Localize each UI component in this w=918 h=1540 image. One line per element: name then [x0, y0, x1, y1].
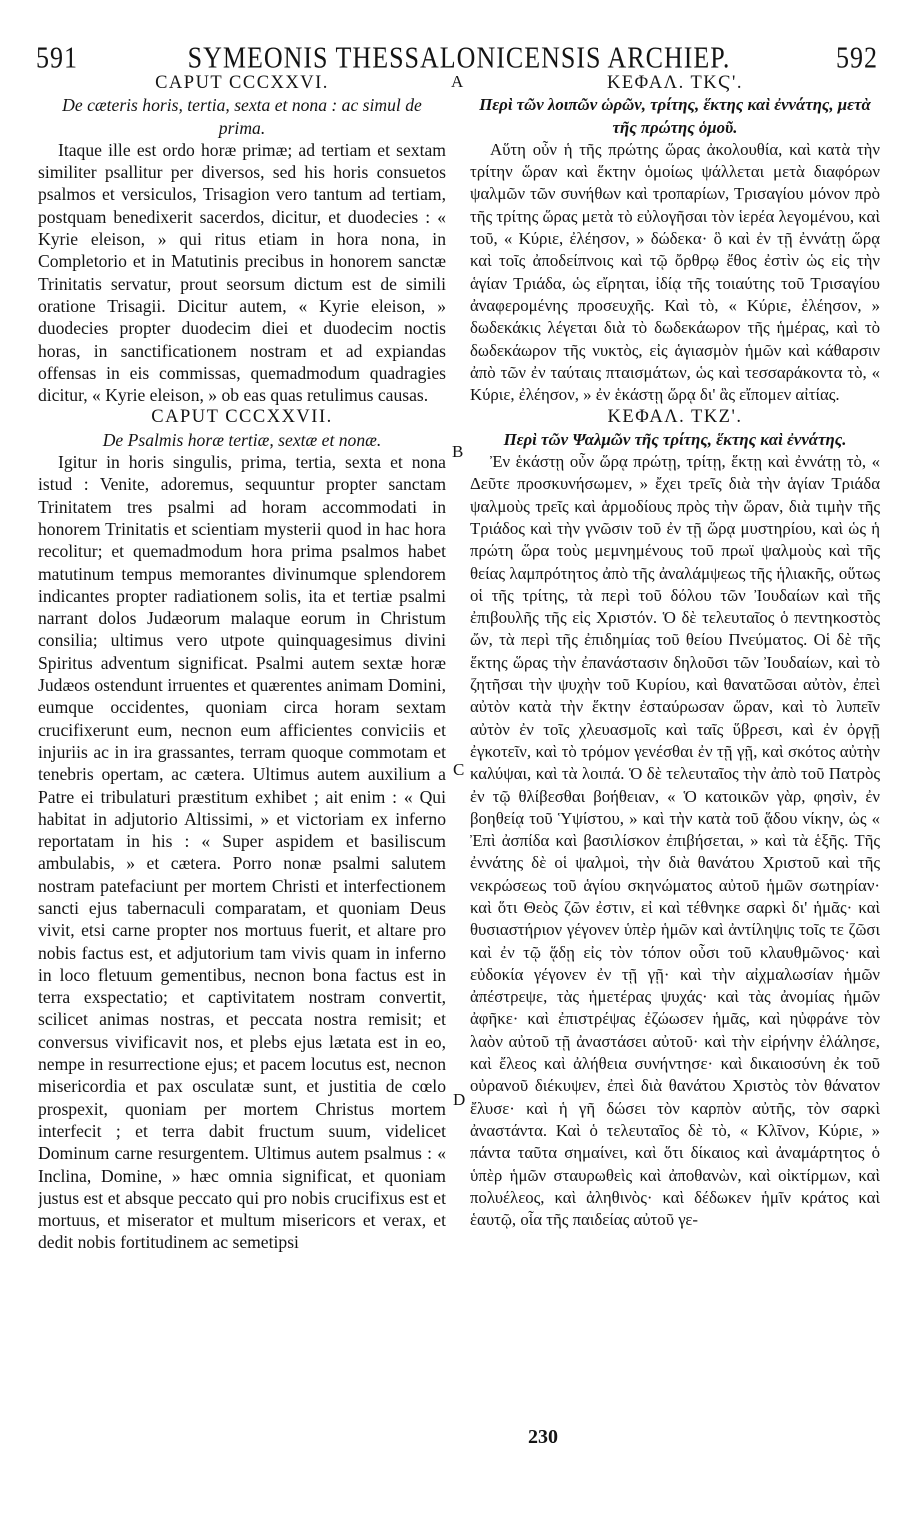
latin-chapter-body: Igitur in horis singulis, prima, tertia, sexta et nona istud : Venite, adoremus, sequuntur propter sanctam Trinitatem tres psalmi ad horam accommodati in honorem Trinitatis et scientiam mysterii quod in hac hora recolitur; et quemadmodum hora prima psalmos habet matutinum tempus memorantes divinumque splendorem indicantes propter radiationem solis, ita et tertiæ psalmi narrant dolos Judæorum malaque eorum in Christum consilia; ultimus vero utpote quinquagesimus divini Spiritus adventum significat. Psalmi autem sextæ horæ Judæos ostendunt irruentes et quærentes animam Domini, eumque occidentes, quoniam circa horam sextam crucifixerunt eum, necnon eum afficientes conviciis et injuriis ac in ira grassantes, terram quoque commotam et tenebris opertam, ac cætera. Ultimus autem auxilium a Patre ei tribulaturi præstitum exhibet ; ait enim : « Qui habitat in adjutorio Altissimi, » et victoriam ex inferno reportatam in his : « Super aspidem et basiliscum ambulabis, » et cætera. Porro nonæ psalmi salutem nostram patefaciunt per mortem Christi et interfectionem sancti ejus tabernaculi comparatam, et quoniam Deus vivit, etsi carne propter nos mortuus fuerit, et altare pro nobis factus est, et adjutorium tam vivis quam in inferno in loco fletuum gementibus, necnon bona factus est in terra exspectatio; et captivitatem nostram convertit, scilicet animas nostras, et peccata nostra remisit; et conversus vivificavit nos, et plebs ejus lætata est in eo, nempe in resurrectione ejus; et pacem locutus est, necnon misericordia et pax osculatæ sunt, et justitia de cœlo prospexit, quoniam per mortem Christus mortem interfecit ; et terra dabit fructum suum, videlicet Dominum carne resurgentem. Ultimus autem psalmus : « Inclina, Domine, » hæc omnia significat, et quoniam justus est et absque peccato qui pro nobis crucifixus est et mortuus, et miserator et multum misericors et verax, et dedit nobis fortitudinem ac semetipsi: [38, 452, 446, 1253]
latin-chapter-327: [38, 406, 446, 1253]
greek-chapter-326: [470, 72, 880, 406]
latin-chapter-subtitle: De Psalmis horæ tertiæ, sextæ et nonæ.: [102, 429, 382, 450]
latin-chapter-title: CAPUT CCCXXVII.: [151, 407, 333, 428]
page-header: [0, 38, 918, 75]
latin-chapter-subtitle: De cæteris horis, tertia, sexta et nona : ac simul de prima.: [62, 95, 422, 138]
page-number-right: 592: [836, 40, 878, 75]
greek-chapter-body: Αὕτη οὖν ἡ τῆς πρώτης ὥρας ἀκολουθία, καὶ κατὰ τὴν τρίτην ὥραν καὶ ἕκτην ὁμοίως ψάλλεται μετὰ διαφόρων ψαλμῶν τῶν συνήθων καὶ τροπαρίων, Τρισαγίου μόνον πρὸ τῆς τρίτης ὥρας μετὰ τὸ εὐλογῆσαι τὸν ἱερέα λεγομένου, καὶ τοῦ, « Κύριε, ἐλέησον, » δώδεκα· ὃ καὶ ἐν τῇ ἐννάτῃ ὥρᾳ καὶ τοῖς ἀποδείπνοις καὶ τῷ ὄρθρῳ ἔθος ἐστὶν ὡς εἰς τὴν ἁγίαν Τριάδα, ὡς εἴρηται, ἰδίᾳ τῆς τοιαύτης τοῦ Τρισαγίου ἀναφερομένης προσευχῆς. Καὶ τὸ, « Κύριε, ἐλέησον, » δωδεκάκις λέγεται διὰ τὸ δωδεκάωρον τῆς ἡμέρας, καὶ τὸ δωδεκάωρον τῆς νυκτὸς, εἰς ἁγιασμὸν ἡμῶν καὶ κάθαρσιν ἀπὸ τῶν ἐν ταύταις πταισμάτων, ὡς καὶ τεσσαράκοντα τὸ, « Κύριε, ἐλέησον, » ἐν ἑκάστῃ ὥρᾳ δι' ἃς εἴπομεν αἰτίας.: [470, 139, 880, 405]
greek-chapter-body: Ἐν ἑκάστῃ οὖν ὥρᾳ πρώτῃ, τρίτῃ, ἕκτῃ καὶ ἐννάτῃ τὸ, « Δεῦτε προσκυνήσωμεν, » ἔχει τρεῖς διὰ τὴν ἁγίαν Τριάδα ψαλμοὺς τρεῖς καὶ ἁρμοδίους πρὸς τὴν ὥραν, διὰ τιμὴν τῆς Τριάδος καὶ τὴν γνῶσιν τοῦ ἐν τῇ ὥρᾳ μυστηρίου, καὶ ὡς ἡ πρώτη ὥρα τοὺς μεμνημένους τοῦ πρωϊ ψαλμοὺς καὶ τῆς θείας λαμπρότητος ἀπὸ τῆς ἀναλάμψεως τῆς ἡλιακῆς, οὕτως οἱ τῆς τρίτης, τὰ περὶ τοῦ δόλου τῶν Ἰουδαίων καὶ τῆς ἐπιβουλῆς τῆς εἰς Χριστόν. Ὁ δὲ τελευταῖος ὁ πεντηκοστὸς ὤν, τὰ περὶ τῆς ἐπιδημίας τοῦ θείου Πνεύματος. Οἱ δὲ τῆς ἕκτης ὥρας τὴν ἐπανάστασιν δηλοῦσι τῶν Ἰουδαίων, καὶ τὸ ζητῆσαι τὴν ψυχὴν τοῦ Κυρίου, καὶ θανατῶσαι αὐτὸν, ἐπεὶ αὐτὸν κατὰ τὴν ἕκτην ἐσταύρωσαν ὥραν, καὶ τὸ λυπεῖν αὐτὸν ἐν τοῖς χλευασμοῖς καὶ ταῖς ὕβρεσι, καὶ ἐν ὀργῇ ἐγκοτεῖν, καὶ τὸ τρόμον γενέσθαι ἐν τῇ γῇ, καὶ σκότος αὐτὴν καλύψαι, καὶ τὰ λοιπά. Ὁ δὲ τελευταῖος τὴν ἀπὸ τοῦ Πατρὸς ἐν τῷ θλίβεσθαι βοήθειαν, « Ὁ κατοικῶν γὰρ, φησὶν, ἐν βοηθείᾳ τοῦ Ὑψίστου, » καὶ τὴν κατὰ τοῦ ᾅδου νίκην, ὡς « Ἐπὶ ἀσπίδα καὶ βασιλίσκον ἐπιβήσεται, » καὶ τὰ ἑξῆς. Τῆς ἐννάτης δὲ οἱ ψαλμοὶ, τὴν διὰ θανάτου Χριστοῦ καὶ τῆς νεκρώσεως τοῦ ἁγίου σκηνώματος αὐτοῦ ἡμῶν σωτηρίαν· καὶ ὅτι Θεὸς ζῶν ἐστιν, εἰ καὶ τέθνηκε σαρκὶ δι' ἡμᾶς· καὶ θυσιαστήριον γέγονεν ὑπὲρ ἡμῶν καὶ ἀντίληψις τοῖς τε ζῶσι καὶ ἐν τῷ ᾅδῃ εἰς τὸν τόπον οὖσι τοῦ κλαυθμῶνος· καὶ εὐδοκία γέγονεν ἐν τῇ γῇ· καὶ τὴν αἰχμαλωσίαν ἡμῶν ἀπέστρεψε, τὰς ἡμετέρας ψυχάς· καὶ τὰς ἀνομίας ἡμῶν ἀφῆκε· καὶ ἐπιστρέψας ἐζώωσεν ἡμᾶς, καὶ ηὐφράνε τὸν λαὸν αὐτοῦ τῇ ἀναστάσει αὐτοῦ· καὶ τὴν εἰρήνην ἐλάλησε, καὶ ἔλεος καὶ ἀλήθεια συνήντησε· καὶ δικαιοσύνη ἐκ τοῦ οὐρανοῦ διέκυψεν, ἐπεὶ διὰ θανάτου Χριστὸς τὸν θάνατον ἔλυσε· καὶ ἡ γῆ δώσει τὸν καρπὸν αὐτῆς, τὸν σαρκὶ ἀναστάντα. Καὶ ὁ τελευταῖος δὲ τὸ, « Κλῖνον, Κύριε, » πάντα ταῦτα σημαίνει, καὶ ὅτι δίκαιος καὶ ἀναμάρτητος ὁ ὑπὲρ ἡμῶν σταυρωθεὶς καὶ ἀποθανὼν, καὶ οἰκτίρμων, καὶ πολυέλεος, καὶ ἀληθινὸς· καὶ δέδωκεν ἡμῖν κράτος καὶ ἑαυτῷ, οἷα τῆς παιδείας αὐτοῦ γε-: [470, 452, 880, 1230]
latin-chapter-title: CAPUT CCCXXVI.: [155, 73, 329, 93]
latin-chapter-326: [38, 72, 446, 406]
greek-chapter-327: [470, 406, 880, 1231]
greek-chapter-subtitle: Περὶ τῶν λοιπῶν ὡρῶν, τρίτης, ἕκτης καὶ ἐννάτης, μετὰ τῆς πρώτης ὁμοῦ.: [479, 95, 871, 137]
greek-column: [470, 72, 880, 1540]
margin-letter-a: A: [451, 72, 464, 91]
page-signature: 230: [528, 1426, 558, 1448]
latin-chapter-body: Itaque ille est ordo horæ primæ; ad tertiam et sextam similiter psallitur per diversos, sed his horis consuetos psalmos et versiculos, Trisagion vero tantum ad tertiam, postquam benedixerit sacerdos, dicitur, et duodecies : « Kyrie eleison, » qui ritus etiam in hora nona, in Completorio et in Matutinis precibus in honorem sanctæ Trinitatis servatur, prout seorsum dictum est de simili oratione Trisagii. Dicitur autem, « Kyrie eleison, » duodecies propter duodecim diei et duodecim noctis horas, in sanctificationem nostram et ad expiandas offensas in eis commissas, quemadmodum quadragies dicitur, « Kyrie eleison, » ob eas quas retulimus causas.: [38, 139, 446, 406]
margin-letter-b: B: [452, 442, 464, 461]
margin-letter-c: C: [453, 760, 465, 779]
greek-chapter-title: ΚΕΦΑΛ. ΤΚϚ'.: [607, 73, 743, 93]
greek-chapter-title: ΚΕΦΑΛ. ΤΚΖ'.: [607, 407, 743, 428]
latin-column: [38, 72, 446, 1540]
running-title: SYMEONIS THESSALONICENSIS ARCHIEP.: [187, 40, 731, 75]
greek-chapter-subtitle: Περὶ τῶν Ψαλμῶν τῆς τρίτης, ἕκτης καὶ ἐννάτης.: [503, 429, 847, 449]
page-number-left: 591: [36, 40, 78, 75]
margin-letter-d: D: [453, 1090, 466, 1109]
